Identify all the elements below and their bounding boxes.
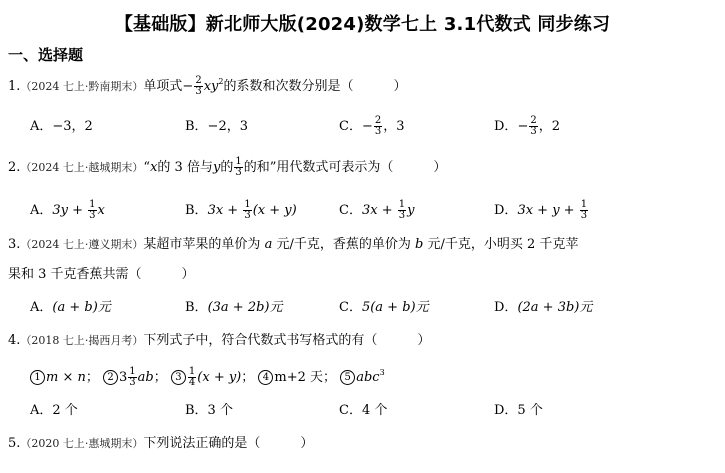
page-title: 【基础版】新北师大版(2024)数学七上 3.1代数式 同步练习 (114, 14, 611, 35)
question-4: 4.（2018 七上·揭西月考）下列式子中，符合代数式书写格式的有（ ） (8, 333, 431, 348)
fraction: $\frac{1}{3}$ (580, 199, 588, 221)
option-b[interactable]: B．−2，3 (185, 119, 248, 134)
question-3-line-2: 果和 3 千克香蕉共需（ ） (8, 267, 195, 282)
circled-number: 4 (258, 370, 273, 385)
question-1: 1.（2024 七上·黔南期末）单项式− $\frac{2}{3}$ $xy^2$的系数和次数分别是（ ） (8, 75, 407, 97)
question-number: 5. (8, 436, 21, 451)
option-d[interactable]: D．3x + y + $\frac{1}{3}$ (494, 199, 588, 221)
fraction: $\frac{1}{3}$ (398, 199, 406, 221)
option-d[interactable]: D．5 个 (494, 403, 543, 418)
fraction: $\frac{1}{3}$ (129, 366, 136, 388)
fraction: $\frac{2}{3}$ (374, 115, 382, 137)
option-a[interactable]: A．2 个 (30, 403, 78, 418)
option-c[interactable]: C．3x + $\frac{1}{3}$ y (339, 199, 415, 221)
option-a[interactable]: A．−3，2 (30, 119, 93, 134)
question-text: 单项式 (143, 79, 183, 94)
question-number: 2. (8, 160, 21, 175)
question-text: 的系数和次数分别是（ (223, 79, 354, 94)
question-source: （2024 七上·黔南期末） (20, 80, 144, 93)
option-b[interactable]: B．3x + $\frac{1}{3}$ (x + y) (185, 199, 297, 221)
question-source: （2018 七上·揭西月考） (20, 334, 144, 347)
fraction: $\frac{1}{3}$ (235, 156, 242, 178)
option-b[interactable]: B．3 个 (185, 403, 233, 418)
circled-number: 5 (340, 370, 355, 385)
option-b[interactable]: B．(3a + 2b)元 (185, 300, 283, 315)
question-2: 2.（2024 七上·越城期末）“x的 3 倍与y的 $\frac{1}{3}$ 的和”用代数式可表示为（ ） (8, 156, 447, 178)
fraction: $\frac{1}{3}$ (244, 199, 251, 221)
fraction: $\frac{1}{3}$ (89, 199, 96, 221)
circled-number: 1 (30, 370, 45, 385)
question-3: 3.（2024 七上·遵义期末）某超市苹果的单价为 a 元/千克，香蕉的单价为 b 元/千克，小明买 2 千克苹 (8, 237, 579, 252)
fraction: $\frac{1}{4}$ (188, 366, 196, 388)
circled-number: 3 (171, 370, 186, 385)
circled-number: 2 (103, 370, 118, 385)
minus-sign: − (182, 79, 194, 94)
question-5: 5.（2020 七上·惠城期末）下列说法正确的是（ ） (8, 436, 314, 451)
question-source: （2024 七上·越城期末） (20, 161, 144, 174)
option-a[interactable]: A．(a + b)元 (30, 300, 111, 315)
question-number: 4. (8, 333, 21, 348)
section-heading: 一、选择题 (8, 46, 84, 64)
expression-list: 1 m × n； 2 3 $\frac{1}{3}$ ab； 3 $\frac{1}{4}$ (x + y)； 4 m+2 天； 5 abc$^3$ (30, 367, 385, 388)
option-c[interactable]: C．5(a + b)元 (339, 300, 429, 315)
question-source: （2020 七上·惠城期末） (20, 437, 144, 450)
fraction: $\frac{2}{3}$ (195, 75, 202, 97)
option-a[interactable]: A．3y + $\frac{1}{3}$ x (30, 199, 105, 221)
fraction: $\frac{2}{3}$ (530, 115, 537, 137)
question-number: 1. (8, 79, 21, 94)
exponent: 2 (218, 77, 224, 86)
question-source: （2024 七上·遵义期末） (20, 238, 144, 251)
option-d[interactable]: D．− $\frac{2}{3}$ ，2 (494, 115, 560, 137)
variable: xy (203, 79, 219, 94)
option-c[interactable]: C．− $\frac{2}{3}$ ，3 (339, 115, 405, 137)
question-number: 3. (8, 237, 21, 252)
option-d[interactable]: D．(2a + 3b)元 (494, 300, 593, 315)
option-c[interactable]: C．4 个 (339, 403, 388, 418)
